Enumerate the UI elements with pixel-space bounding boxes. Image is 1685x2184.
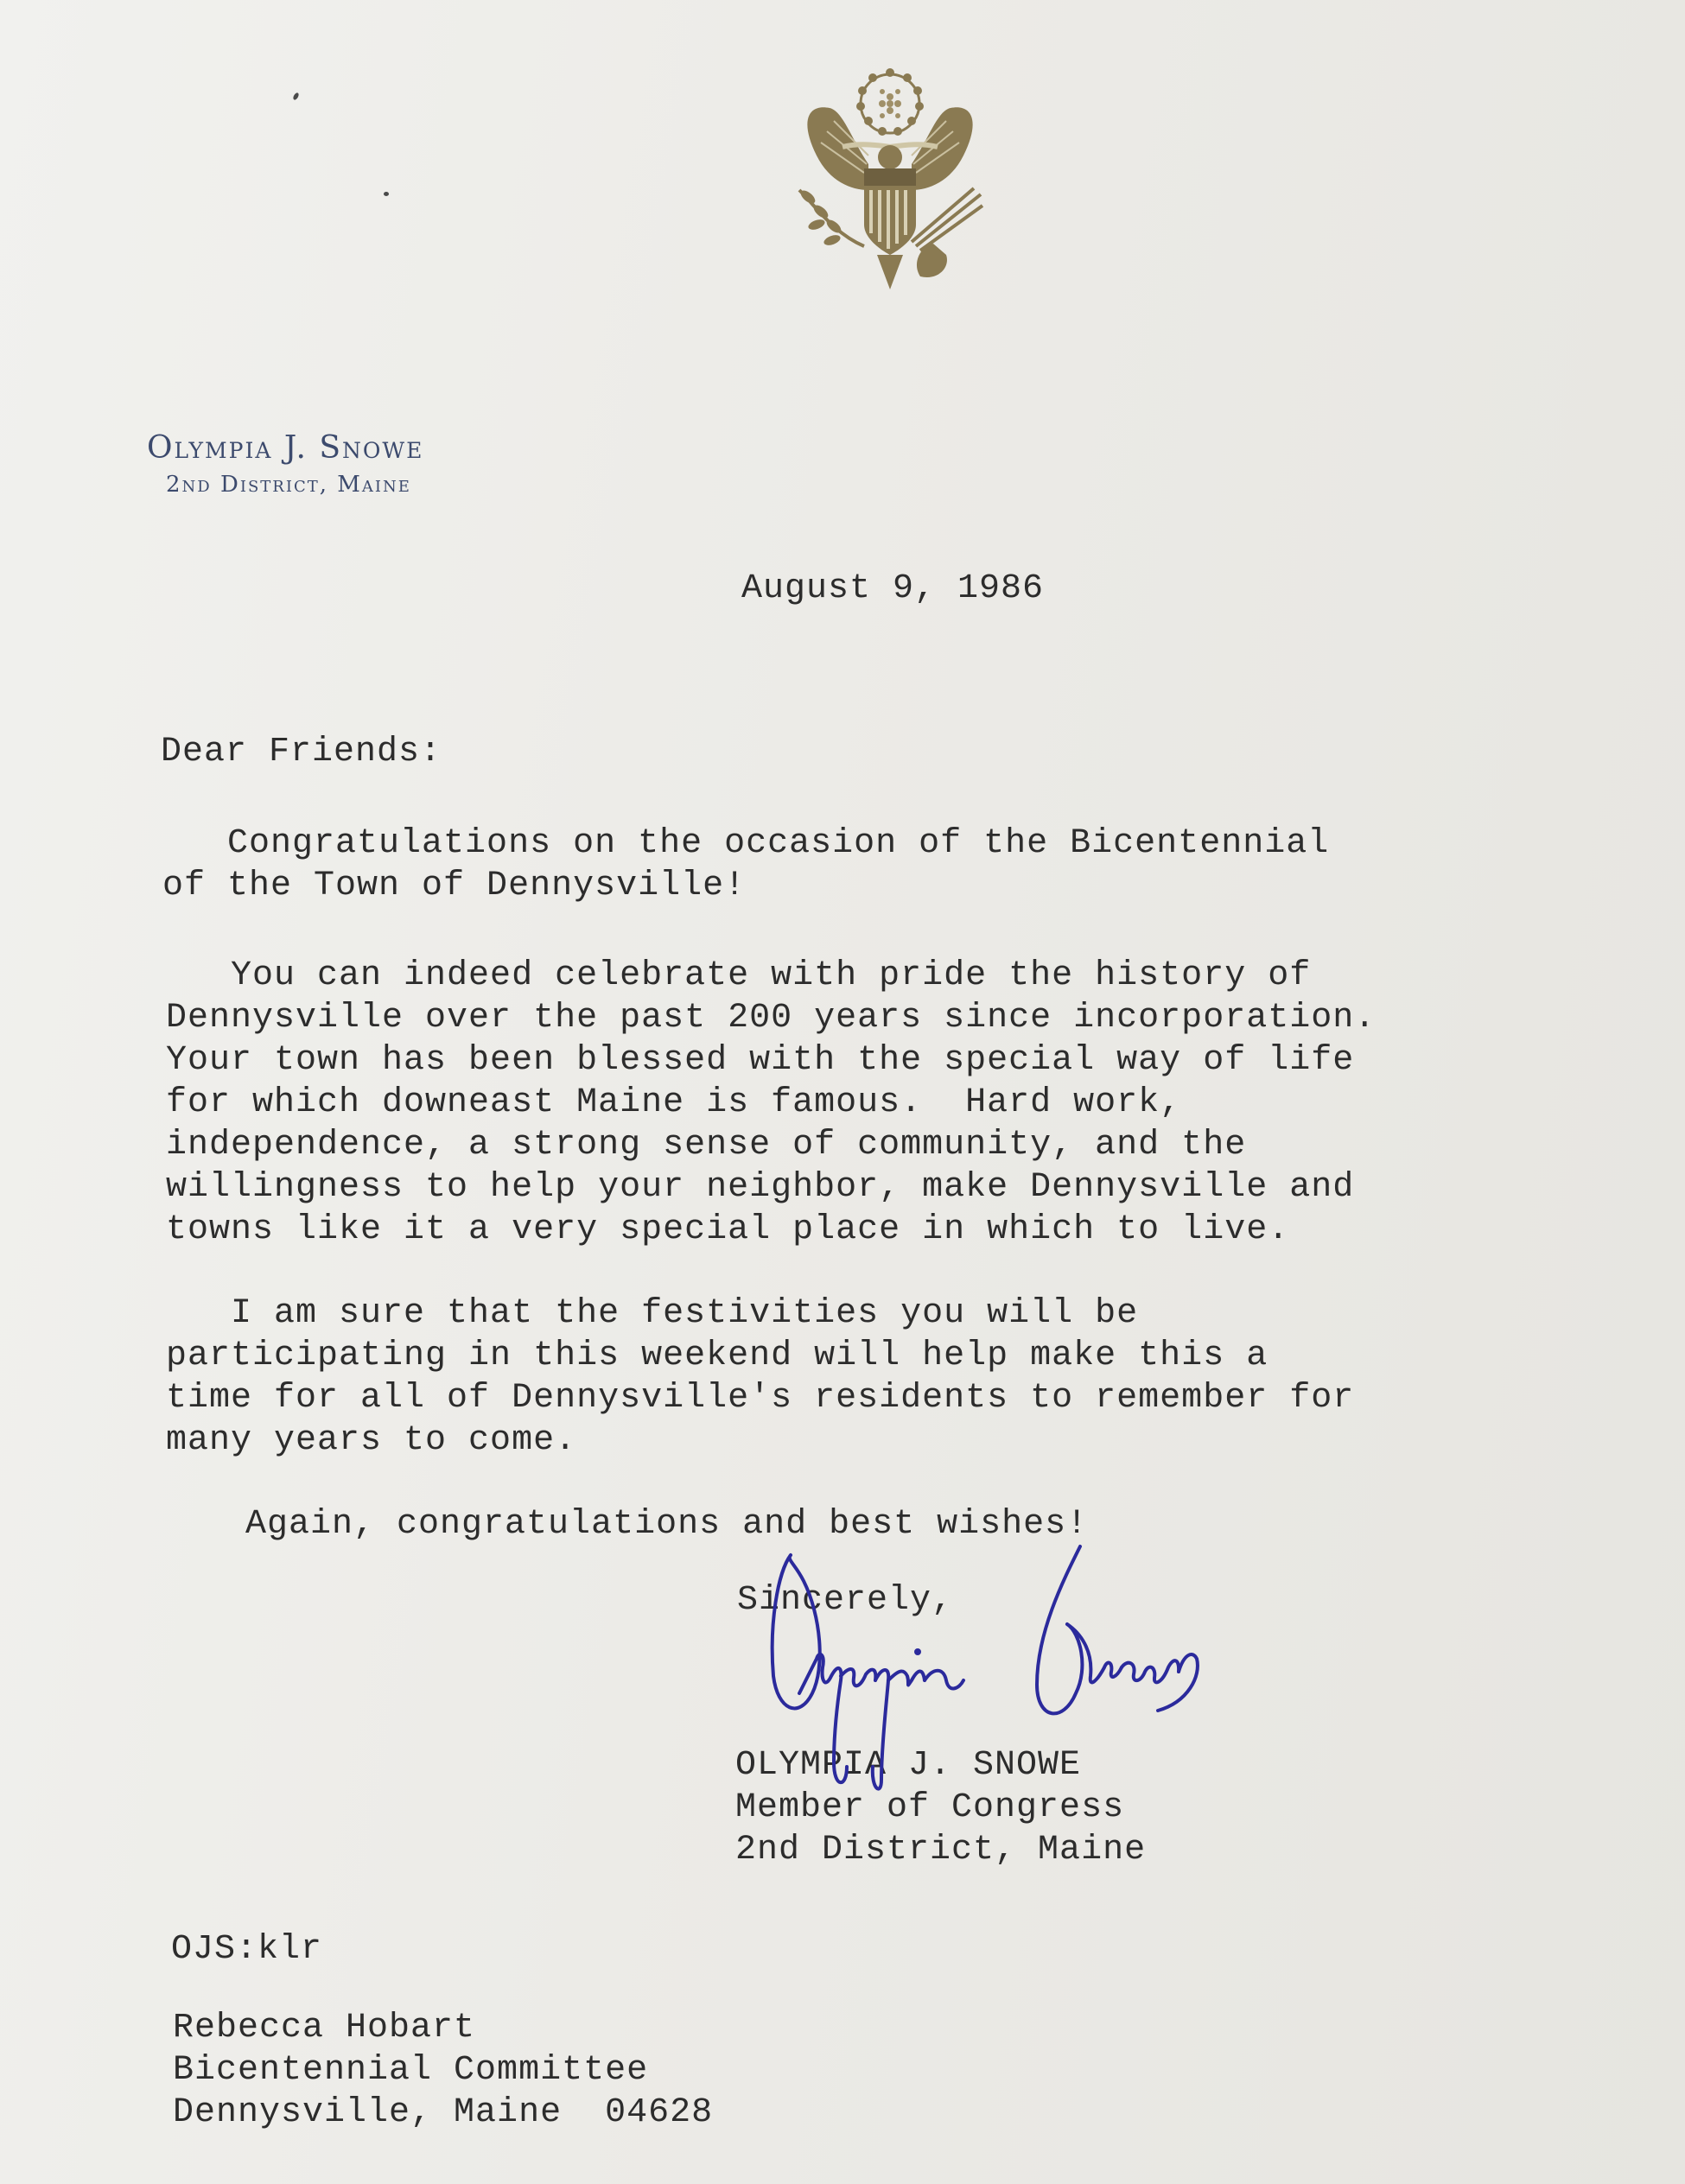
typist-initials: OJS:klr bbox=[171, 1930, 323, 1969]
letterhead-district: 2nd District, Maine bbox=[166, 472, 411, 498]
letterhead bbox=[147, 428, 423, 500]
body-paragraph: I am sure that the festivities you will be participating in this weekend will help make this a time for all of Dennysville's residents to remember for many years to come. bbox=[166, 1294, 1355, 1460]
salutation: Dear Friends: bbox=[161, 733, 442, 771]
handwritten-signature bbox=[752, 1538, 1236, 1797]
great-seal-eagle-icon bbox=[782, 60, 998, 298]
recipient-name: Rebecca Hobart bbox=[173, 2009, 476, 2048]
complimentary-close: Sincerely, bbox=[737, 1581, 954, 1620]
paper-speck bbox=[292, 92, 300, 100]
recipient-address-line: Dennysville, Maine 04628 bbox=[173, 2093, 714, 2132]
paper-speck bbox=[384, 192, 389, 196]
signer-title: Member of Congress bbox=[735, 1788, 1125, 1827]
letter-date: August 9, 1986 bbox=[741, 569, 1045, 608]
letterhead-name: Olympia J. Snowe bbox=[147, 430, 424, 466]
recipient-address bbox=[173, 2007, 713, 2134]
recipient-organization: Bicentennial Committee bbox=[173, 2051, 649, 2090]
body-paragraph: You can indeed celebrate with pride the history of Dennysville over the past 200 years since incorporation. Your town has been blessed with the special way of life for which downeast Maine is famous. Hard work, independence, a strong sense of community, and the willingness to help your neighbor, make Dennysville and towns like it a very special place in which to live. bbox=[166, 956, 1377, 1249]
body-paragraph: Congratulations on the occasion of the Bicentennial of the Town of Dennysville! bbox=[162, 824, 1330, 905]
signer-name: OLYMPIA J. SNOWE bbox=[735, 1746, 1082, 1785]
signer-district: 2nd District, Maine bbox=[735, 1831, 1147, 1870]
closing-wishes: Again, congratulations and best wishes! bbox=[245, 1505, 1089, 1544]
